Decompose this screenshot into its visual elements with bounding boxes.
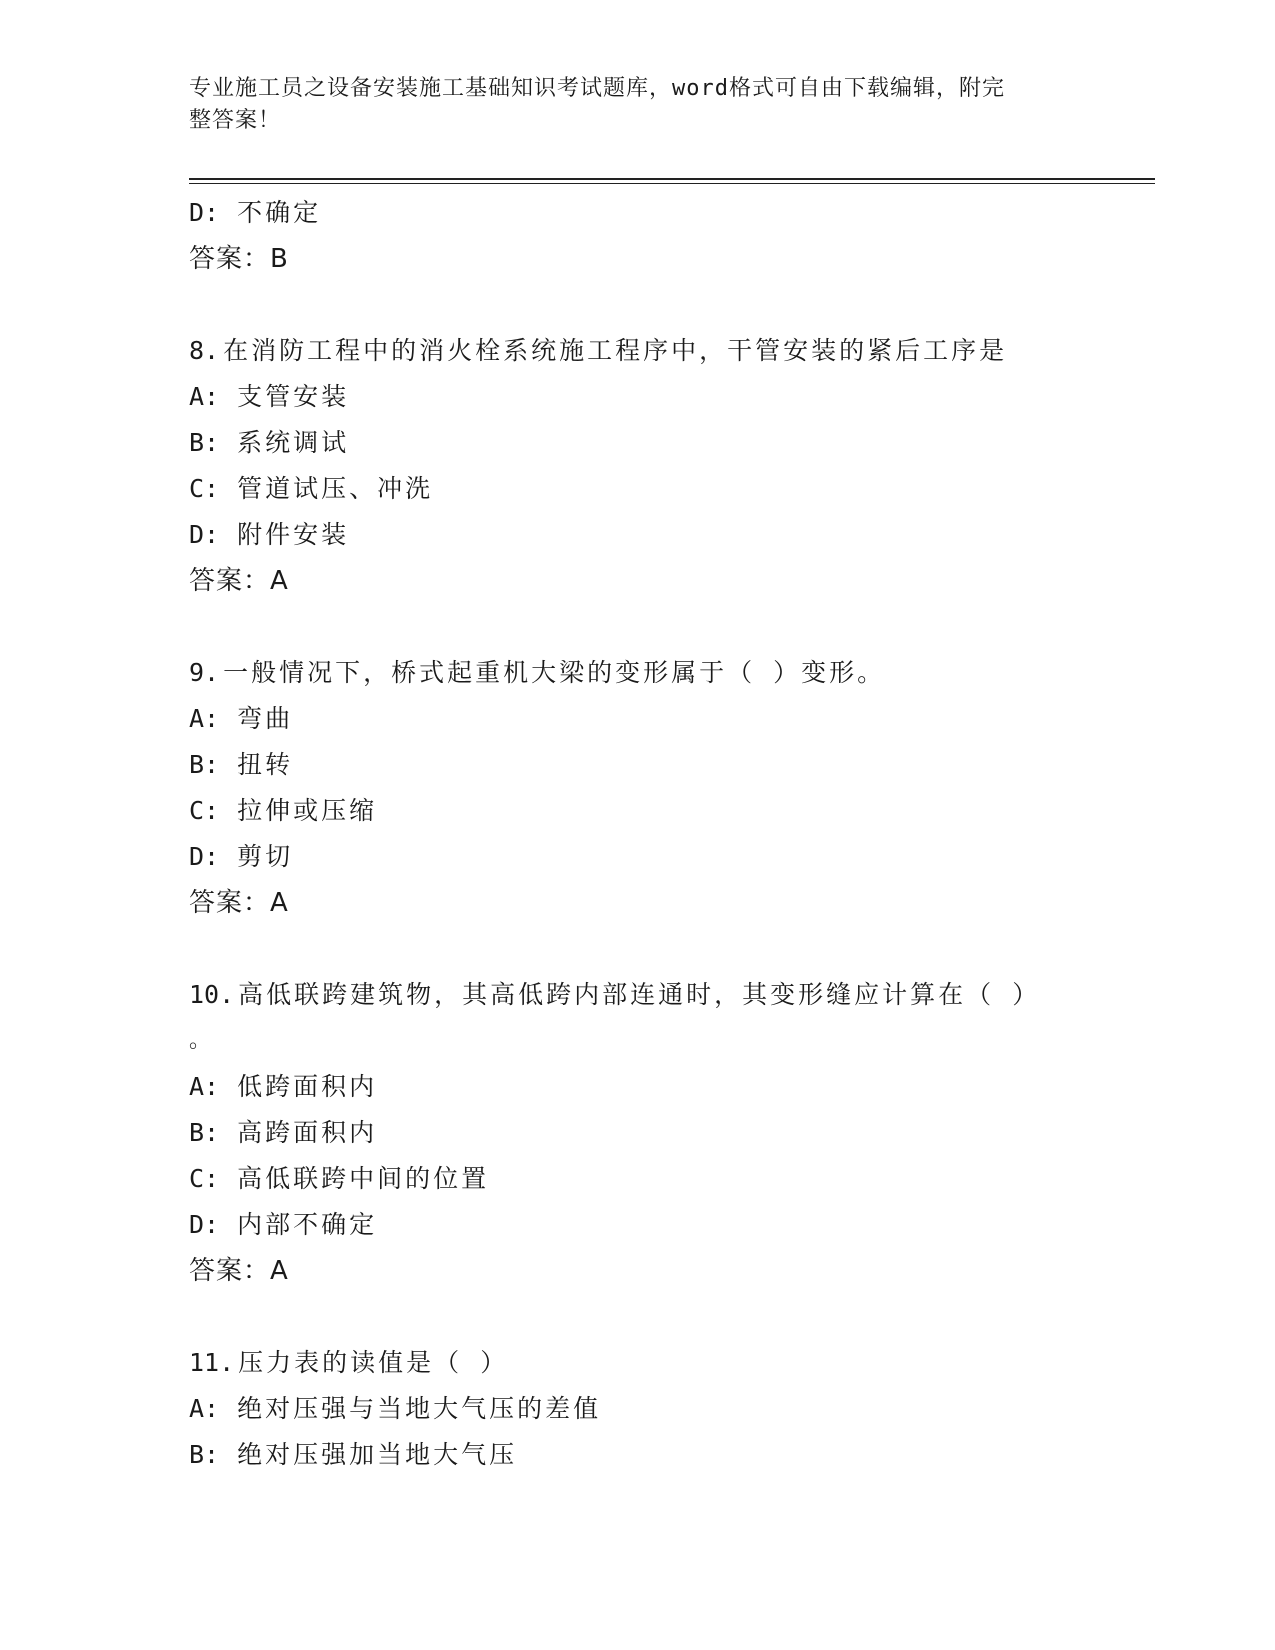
question-9 [189,650,1129,926]
question-spacer [189,926,1129,972]
option-a [189,1064,1129,1110]
header-line-2: 整答案！ [189,108,282,133]
option-label: B: [189,428,220,457]
option-text: 内部不确定 [237,1210,378,1239]
option-text: 绝对压强加当地大气压 [237,1440,518,1469]
question-text: 高低联跨建筑物，其高低跨内部连通时，其变形缝应计算在（ ） [238,980,1041,1009]
option-label: D: [189,842,220,871]
option-c [189,1156,1129,1202]
option-label: C: [189,796,220,825]
question-number: 8. [189,336,220,365]
option-text: 绝对压强与当地大气压的差值 [237,1394,602,1423]
answer-line: 答案：A [189,888,289,918]
question-spacer [189,604,1129,650]
option-text: 剪切 [237,842,294,871]
answer-line: 答案：A [189,566,289,596]
question-stem [189,972,1129,1018]
option-label: A: [189,1072,220,1101]
option-text: 低跨面积内 [237,1072,378,1101]
question-stem [189,328,1129,374]
option-text: 系统调试 [237,428,350,457]
question-list [189,190,1129,1478]
option-b [189,420,1129,466]
option-c [189,466,1129,512]
question-11 [189,1340,1129,1478]
question-spacer [189,1294,1129,1340]
prev-question [189,190,1129,282]
option-a [189,1386,1129,1432]
header-divider-thick [189,178,1155,180]
question-spacer [189,282,1129,328]
option-b [189,1110,1129,1156]
option-text: 附件安装 [237,520,350,549]
question-number: 10. [189,980,235,1009]
answer-line: 答案：B [189,244,289,274]
header-line-1: 专业施工员之设备安装施工基础知识考试题库，word格式可自由下载编辑，附完 [189,76,1005,101]
question-text: 在消防工程中的消火栓系统施工程序中，干管安装的紧后工序是 [223,336,1008,365]
option-d [189,512,1129,558]
option-label: B: [189,1440,220,1469]
option-d [189,190,1129,236]
question-stem [189,1340,1129,1386]
question-8 [189,328,1129,604]
question-number: 11. [189,1348,235,1377]
option-label: B: [189,750,220,779]
option-label: D: [189,520,220,549]
option-b [189,742,1129,788]
option-a [189,696,1129,742]
option-text: 拉伸或压缩 [237,796,378,825]
document-header [189,73,1069,137]
question-text: 压力表的读值是（ ） [238,1348,509,1377]
question-stem-continuation: 。 [189,1028,215,1053]
question-stem [189,650,1129,696]
option-c [189,788,1129,834]
option-text: 扭转 [237,750,294,779]
option-label: D: [189,1210,220,1239]
option-text: 弯曲 [237,704,294,733]
option-label: B: [189,1118,220,1147]
option-text: 高跨面积内 [237,1118,378,1147]
option-b [189,1432,1129,1478]
option-text: 支管安装 [237,382,350,411]
option-label: A: [189,382,220,411]
answer-line: 答案：A [189,1256,289,1286]
option-d [189,1202,1129,1248]
option-a [189,374,1129,420]
option-label: C: [189,1164,220,1193]
question-10 [189,972,1129,1294]
option-label: D: [189,198,220,227]
option-text: 管道试压、冲洗 [237,474,434,503]
option-label: A: [189,704,220,733]
option-text: 不确定 [237,198,322,227]
header-divider-thin [189,183,1155,184]
question-number: 9. [189,658,220,687]
option-d [189,834,1129,880]
option-label: A: [189,1394,220,1423]
option-text: 高低联跨中间的位置 [237,1164,490,1193]
option-label: C: [189,474,220,503]
question-text: 一般情况下，桥式起重机大梁的变形属于（ ）变形。 [223,658,886,687]
